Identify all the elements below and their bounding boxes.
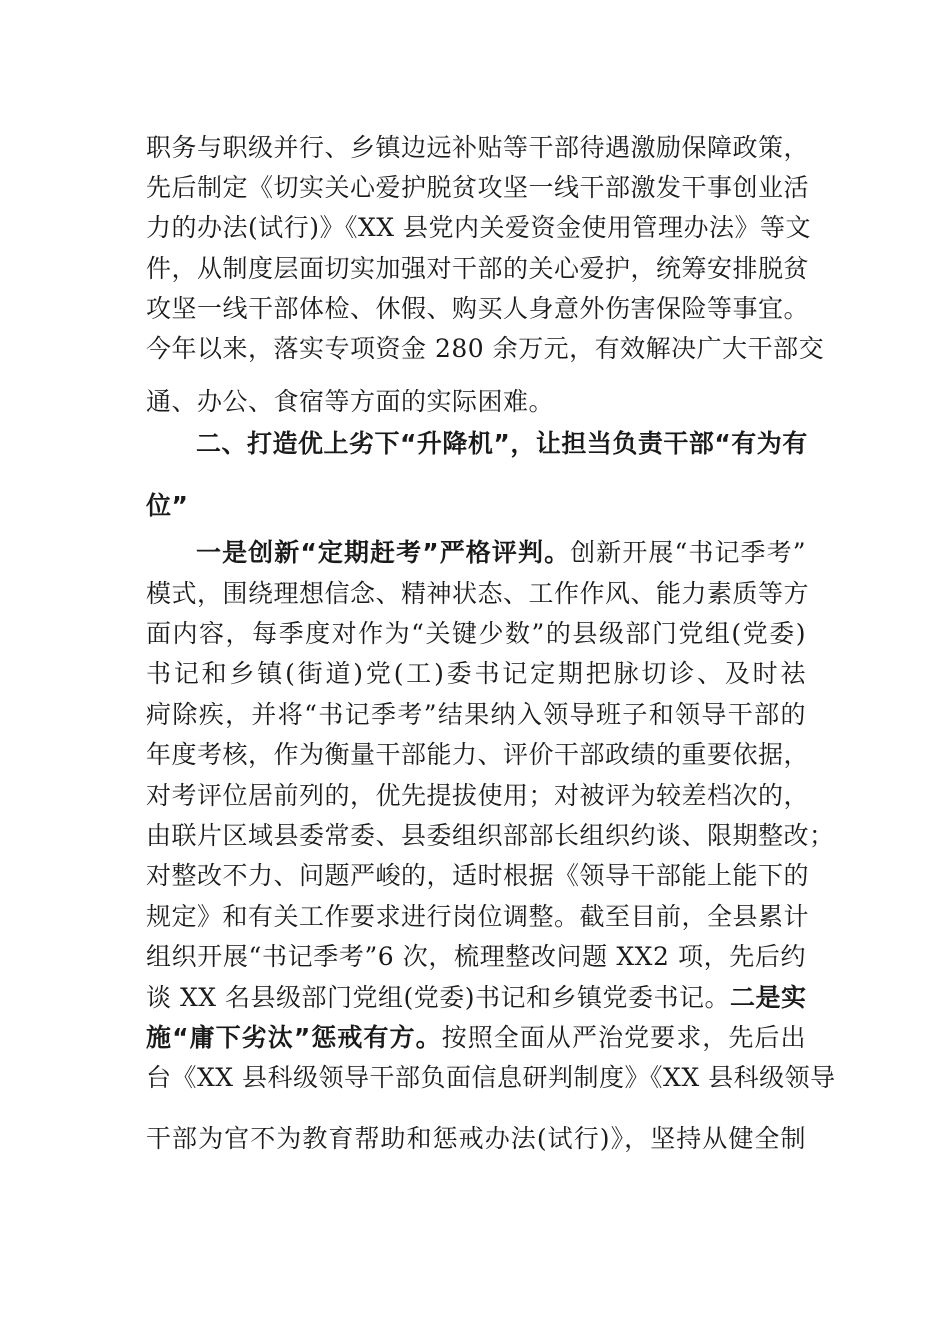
- paragraph2-line-12-text: 谈 XX 名县级部门党组(党委)书记和乡镇党委书记。: [146, 983, 730, 1012]
- paragraph2-line-14: 台《XX 县科级领导干部负面信息研判制度》《XX 县科级领导: [146, 1063, 836, 1092]
- paragraph2-line-11: 组织开展“书记季考”6 次，梳理整改问题 XX2 项，先后约: [146, 942, 806, 971]
- paragraph1-line-3: 力的办法(试行)》《XX 县党内关爱资金使用管理办法》等文: [146, 213, 812, 242]
- paragraph1-line-7: 通、办公、食宿等方面的实际困难。: [146, 387, 555, 416]
- paragraph2-line-1: [196, 535, 806, 571]
- paragraph2-line-15: 干部为官不为教育帮助和惩戒办法(试行)》，坚持从健全制: [146, 1124, 806, 1153]
- paragraph1-line-5: 攻坚一线干部体检、休假、购买人身意外伤害保险等事宜。: [146, 294, 810, 323]
- paragraph1-line-4: 件，从制度层面切实加强对干部的关心爱护，统筹安排脱贫: [146, 254, 810, 283]
- paragraph1-line-1: 职务与职级并行、乡镇边远补贴等干部待遇激励保障政策，: [146, 133, 810, 162]
- paragraph2-line-6: 年度考核，作为衡量干部能力、评价干部政绩的重要依据，: [146, 740, 810, 769]
- paragraph2-lead-bold: 一是创新“定期赶考”严格评判。: [196, 538, 571, 567]
- paragraph2-line-10: 规定》和有关工作要求进行岗位调整。截至目前，全县累计: [146, 902, 810, 931]
- paragraph2-line-7: 对考评位居前列的，优先提拔使用；对被评为较差档次的，: [146, 781, 810, 810]
- paragraph2-line-8: 由联片区域县委常委、县委组织部部长组织约谈、限期整改；: [146, 821, 835, 850]
- paragraph1-line-6: 今年以来，落实专项资金 280 余万元，有效解决广大干部交: [146, 334, 825, 363]
- paragraph2-line-2: 模式，围绕理想信念、精神状态、工作作风、能力素质等方: [146, 579, 810, 608]
- section-heading-line-1: 二、打造优上劣下“升降机”，让担当负责干部“有为有: [196, 429, 808, 458]
- section-heading-line-2: 位”: [146, 491, 189, 520]
- paragraph2-line-12: [146, 980, 806, 1016]
- paragraph1-line-2: 先后制定《切实关心爱护脱贫攻坚一线干部激发干事创业活: [146, 173, 810, 202]
- paragraph2-line-9: 对整改不力、问题严峻的，适时根据《领导干部能上能下的: [146, 861, 810, 890]
- paragraph2-second-lead-bold-a: 二是实: [730, 983, 807, 1012]
- paragraph2-line-13: [146, 1020, 806, 1056]
- paragraph2-line-3: 面内容，每季度对作为“关键少数”的县级部门党组(党委): [146, 619, 806, 648]
- paragraph2-line-5: 疴除疾，并将“书记季考”结果纳入领导班子和领导干部的: [146, 700, 806, 729]
- paragraph2-line-1-text: 创新开展“书记季考”: [570, 538, 806, 567]
- paragraph2-second-lead-bold-b: 施“庸下劣汰”惩戒有方。: [146, 1023, 442, 1052]
- paragraph2-line-4: 书记和乡镇(街道)党(工)委书记定期把脉切诊、及时祛: [146, 659, 806, 688]
- paragraph2-line-13-text: 按照全面从严治党要求，先后出: [441, 1023, 806, 1052]
